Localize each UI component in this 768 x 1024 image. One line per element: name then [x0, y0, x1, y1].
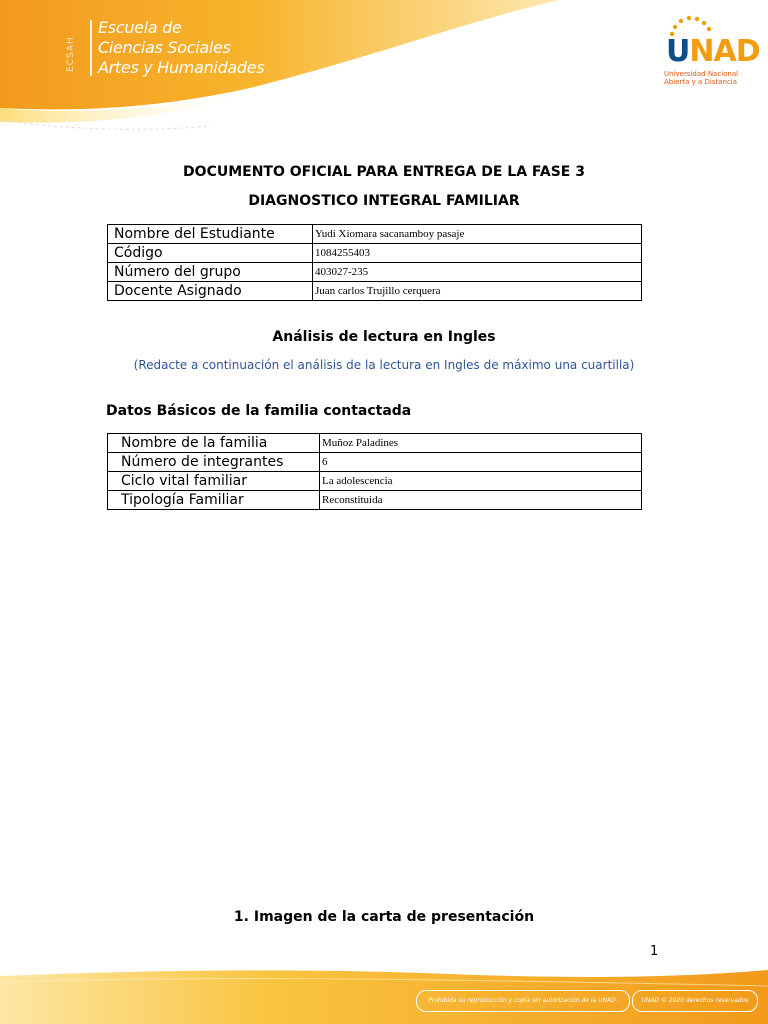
student-info-row-value: Juan carlos Trujillo cerquera — [313, 282, 642, 301]
student-info-row-label: Número del grupo — [108, 263, 313, 282]
family-info-row — [108, 472, 642, 491]
footer-copyright: UNAD © 2020 derechos reservados — [632, 990, 758, 1012]
school-name — [98, 18, 264, 78]
school-line-3: Artes y Humanidades — [98, 58, 265, 77]
student-info-row-label: Docente Asignado — [108, 282, 313, 301]
student-info-row-label: Nombre del Estudiante — [108, 225, 313, 244]
family-info-row-label: Tipología Familiar — [108, 491, 320, 510]
family-info-row-value: 6 — [320, 453, 642, 472]
unad-logo — [660, 14, 760, 86]
student-info-row — [108, 244, 642, 263]
family-info-row — [108, 453, 642, 472]
student-info-row-value: 403027-235 — [313, 263, 642, 282]
family-info-row-value: La adolescencia — [320, 472, 642, 491]
school-divider — [90, 20, 92, 76]
section-title: Análisis de lectura en Ingles — [272, 329, 496, 345]
school-line-1: Escuela de — [98, 18, 182, 37]
letter-image-heading: 1. Imagen de la carta de presentación — [233, 909, 535, 925]
student-info-table — [107, 224, 642, 301]
student-info-row-label: Código — [108, 244, 313, 263]
instruction-text: (Redacte a continuación el análisis de la lectura en Ingles de máximo una cuartilla) — [133, 358, 635, 372]
school-acronym: ECSAH — [66, 36, 76, 72]
logo-subtitle — [664, 70, 756, 86]
student-info-row — [108, 282, 642, 301]
document-subtitle: DIAGNOSTICO INTEGRAL FAMILIAR — [248, 193, 520, 209]
school-line-2: Ciencias Sociales — [98, 38, 231, 57]
family-info-row-label: Número de integrantes — [108, 453, 320, 472]
family-info-row — [108, 434, 642, 453]
footer-notice: Prohibida su reproducción y copia sin autorización de la UNAD. — [416, 990, 630, 1012]
student-info-row — [108, 225, 642, 244]
logo-subtitle-line-2: Abierta y a Distancia — [664, 78, 738, 86]
family-info-row — [108, 491, 642, 510]
student-info-row-value: 1084255403 — [313, 244, 642, 263]
student-info-row-value: Yudi Xiomara sacanamboy pasaje — [313, 225, 642, 244]
logo-wordmark: UNAD — [666, 34, 760, 69]
family-info-row-label: Nombre de la familia — [108, 434, 320, 453]
family-info-row-label: Ciclo vital familiar — [108, 472, 320, 491]
family-heading: Datos Básicos de la familia contactada — [106, 403, 412, 419]
family-info-row-value: Reconstituida — [320, 491, 642, 510]
family-info-row-value: Muñoz Paladines — [320, 434, 642, 453]
page-number: 1 — [650, 944, 659, 959]
student-info-row — [108, 263, 642, 282]
logo-subtitle-line-1: Universidad Nacional — [664, 70, 739, 78]
family-info-table — [107, 433, 642, 510]
document-title: DOCUMENTO OFICIAL PARA ENTREGA DE LA FASE 3 — [183, 164, 585, 180]
